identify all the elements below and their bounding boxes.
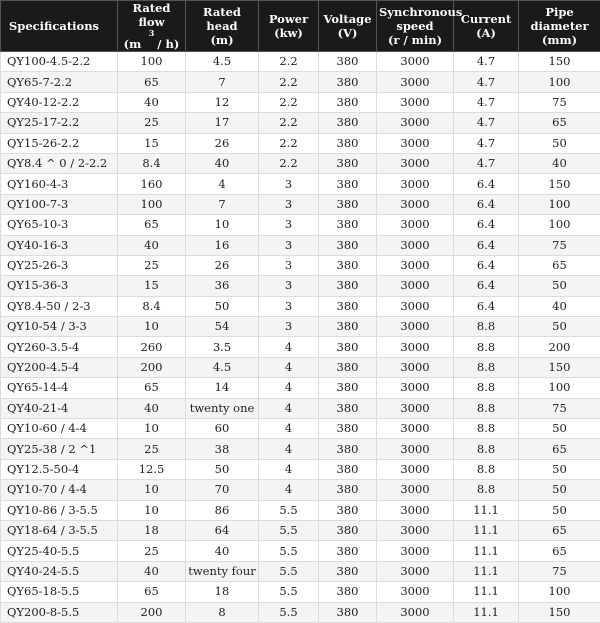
- cell-synchronous-speed: 3000: [377, 52, 454, 72]
- cell-specification: QY12.5-50-4: [1, 459, 118, 479]
- cell-pipe-diameter: 40: [519, 153, 600, 173]
- cell-voltage: 380: [319, 378, 377, 398]
- cell-current: 11.1: [454, 561, 519, 581]
- cell-power: 3: [259, 194, 319, 214]
- cell-synchronous-speed: 3000: [377, 561, 454, 581]
- table-body: [1, 52, 600, 623]
- cell-power: 5.5: [259, 520, 319, 540]
- cell-rated-head: 38: [186, 439, 259, 459]
- table-row: [1, 113, 600, 133]
- cell-voltage: 380: [319, 317, 377, 337]
- cell-pipe-diameter: 50: [519, 419, 600, 439]
- header-voltage-unit: (V): [337, 26, 358, 40]
- cell-specification: QY25-38 / 2 ^1: [1, 439, 118, 459]
- cell-rated-flow: 65: [118, 582, 186, 602]
- cell-synchronous-speed: 3000: [377, 174, 454, 194]
- cell-synchronous-speed: 3000: [377, 398, 454, 418]
- header-rated-head-label: Rated head: [203, 5, 241, 33]
- cell-power: 4: [259, 337, 319, 357]
- cell-rated-flow: 12.5: [118, 459, 186, 479]
- cell-synchronous-speed: 3000: [377, 602, 454, 622]
- cell-rated-head: 60: [186, 419, 259, 439]
- cell-rated-head: 26: [186, 133, 259, 153]
- cell-power: 4: [259, 480, 319, 500]
- cell-synchronous-speed: 3000: [377, 296, 454, 316]
- cell-pipe-diameter: 40: [519, 296, 600, 316]
- header-specifications: [1, 1, 118, 52]
- cell-power: 4: [259, 378, 319, 398]
- cell-power: 5.5: [259, 500, 319, 520]
- cell-specification: QY15-36-3: [1, 276, 118, 296]
- cell-pipe-diameter: 50: [519, 276, 600, 296]
- cell-power: 4: [259, 398, 319, 418]
- cell-rated-head: 54: [186, 317, 259, 337]
- cell-pipe-diameter: 65: [519, 255, 600, 275]
- cell-rated-head: 12: [186, 92, 259, 112]
- cell-rated-head: 50: [186, 459, 259, 479]
- cell-synchronous-speed: 3000: [377, 113, 454, 133]
- cell-power: 2.2: [259, 133, 319, 153]
- cell-current: 8.8: [454, 419, 519, 439]
- cell-specification: QY10-60 / 4-4: [1, 419, 118, 439]
- table-row: [1, 500, 600, 520]
- cell-rated-flow: 40: [118, 398, 186, 418]
- cell-power: 4: [259, 357, 319, 377]
- cell-specification: QY18-64 / 3-5.5: [1, 520, 118, 540]
- cell-current: 11.1: [454, 500, 519, 520]
- header-synchronous-speed: [377, 1, 463, 52]
- cell-rated-head: 4: [186, 174, 259, 194]
- cell-current: 8.8: [454, 317, 519, 337]
- cell-current: 4.7: [454, 52, 519, 72]
- cell-pipe-diameter: 65: [519, 113, 600, 133]
- cell-rated-flow: 40: [118, 561, 186, 581]
- cell-rated-flow: 8.4: [118, 296, 186, 316]
- cell-rated-flow: 15: [118, 133, 186, 153]
- cell-power: 2.2: [259, 72, 319, 92]
- cell-synchronous-speed: 3000: [377, 317, 454, 337]
- cell-voltage: 380: [319, 419, 377, 439]
- cell-synchronous-speed: 3000: [377, 357, 454, 377]
- cell-pipe-diameter: 200: [519, 337, 600, 357]
- cell-voltage: 380: [319, 194, 377, 214]
- header-voltage-label: Voltage: [323, 12, 372, 26]
- cell-rated-head: 18: [186, 582, 259, 602]
- cell-current: 6.4: [454, 174, 519, 194]
- cell-voltage: 380: [319, 113, 377, 133]
- table-row: [1, 194, 600, 214]
- cell-power: 3: [259, 235, 319, 255]
- cell-rated-flow: 40: [118, 92, 186, 112]
- cell-voltage: 380: [319, 602, 377, 622]
- cell-rated-flow: 40: [118, 235, 186, 255]
- table-row: [1, 296, 600, 316]
- cell-rated-head: 4.5: [186, 357, 259, 377]
- cell-rated-head: 17: [186, 113, 259, 133]
- cell-current: 6.4: [454, 255, 519, 275]
- header-power: [259, 1, 319, 52]
- cell-specification: QY65-7-2.2: [1, 72, 118, 92]
- cell-current: 8.8: [454, 480, 519, 500]
- cell-current: 6.4: [454, 276, 519, 296]
- cell-rated-flow: 15: [118, 276, 186, 296]
- cell-pipe-diameter: 100: [519, 72, 600, 92]
- cell-pipe-diameter: 150: [519, 52, 600, 72]
- header-rated-flow-label: Rated flow: [132, 1, 171, 29]
- cell-voltage: 380: [319, 439, 377, 459]
- cell-rated-head: 70: [186, 480, 259, 500]
- cell-synchronous-speed: 3000: [377, 72, 454, 92]
- cell-rated-flow: 65: [118, 72, 186, 92]
- cell-rated-head: 50: [186, 296, 259, 316]
- header-current-unit: (A): [476, 26, 496, 40]
- cell-current: 8.8: [454, 337, 519, 357]
- table-row: [1, 72, 600, 92]
- cell-pipe-diameter: 150: [519, 357, 600, 377]
- cell-pipe-diameter: 65: [519, 520, 600, 540]
- cell-synchronous-speed: 3000: [377, 153, 454, 173]
- cell-current: 8.8: [454, 459, 519, 479]
- table-row: [1, 541, 600, 561]
- cell-rated-head: 7: [186, 72, 259, 92]
- table-row: [1, 398, 600, 418]
- table-row: [1, 133, 600, 153]
- cell-rated-flow: 65: [118, 215, 186, 235]
- cell-pipe-diameter: 100: [519, 194, 600, 214]
- cell-synchronous-speed: 3000: [377, 255, 454, 275]
- cell-synchronous-speed: 3000: [377, 276, 454, 296]
- cell-current: 8.8: [454, 439, 519, 459]
- cell-synchronous-speed: 3000: [377, 194, 454, 214]
- header-rated-head: [186, 1, 259, 52]
- cell-rated-head: 16: [186, 235, 259, 255]
- cell-pipe-diameter: 65: [519, 439, 600, 459]
- cell-synchronous-speed: 3000: [377, 520, 454, 540]
- cell-power: 4: [259, 439, 319, 459]
- cell-synchronous-speed: 3000: [377, 215, 454, 235]
- header-rated-flow: [118, 1, 186, 52]
- header-rated-flow-unit: (m / h): [123, 37, 180, 51]
- cell-pipe-diameter: 75: [519, 235, 600, 255]
- cell-synchronous-speed: 3000: [377, 92, 454, 112]
- cell-specification: QY65-14-4: [1, 378, 118, 398]
- cell-current: 8.8: [454, 378, 519, 398]
- cell-pipe-diameter: 50: [519, 459, 600, 479]
- cell-voltage: 380: [319, 561, 377, 581]
- cell-voltage: 380: [319, 459, 377, 479]
- cell-specification: QY10-54 / 3-3: [1, 317, 118, 337]
- table-row: [1, 337, 600, 357]
- cell-specification: QY40-24-5.5: [1, 561, 118, 581]
- cell-rated-head: twenty one: [186, 398, 259, 418]
- header-rated-flow-sup: 3: [148, 28, 155, 38]
- cell-specification: QY25-17-2.2: [1, 113, 118, 133]
- cell-pipe-diameter: 100: [519, 378, 600, 398]
- header-row: [1, 1, 600, 52]
- cell-rated-head: 8: [186, 602, 259, 622]
- header-pipe-diameter-label: Pipe diameter: [530, 5, 589, 33]
- table-row: [1, 153, 600, 173]
- cell-voltage: 380: [319, 52, 377, 72]
- cell-specification: QY200-4.5-4: [1, 357, 118, 377]
- table-row: [1, 582, 600, 602]
- cell-rated-flow: 25: [118, 439, 186, 459]
- table-row: [1, 52, 600, 72]
- cell-rated-flow: 25: [118, 255, 186, 275]
- cell-voltage: 380: [319, 357, 377, 377]
- table-row: [1, 561, 600, 581]
- cell-rated-head: 36: [186, 276, 259, 296]
- header-current-label: Current: [460, 12, 512, 26]
- cell-voltage: 380: [319, 235, 377, 255]
- cell-synchronous-speed: 3000: [377, 582, 454, 602]
- cell-specification: QY40-16-3: [1, 235, 118, 255]
- cell-synchronous-speed: 3000: [377, 235, 454, 255]
- cell-rated-head: 64: [186, 520, 259, 540]
- cell-current: 4.7: [454, 92, 519, 112]
- cell-voltage: 380: [319, 174, 377, 194]
- cell-power: 5.5: [259, 602, 319, 622]
- cell-current: 11.1: [454, 541, 519, 561]
- cell-power: 2.2: [259, 113, 319, 133]
- cell-current: 11.1: [454, 582, 519, 602]
- table-header: [1, 1, 600, 52]
- cell-specification: QY8.4-50 / 2-3: [1, 296, 118, 316]
- cell-synchronous-speed: 3000: [377, 419, 454, 439]
- cell-synchronous-speed: 3000: [377, 133, 454, 153]
- cell-rated-head: 40: [186, 153, 259, 173]
- cell-current: 6.4: [454, 194, 519, 214]
- cell-rated-head: 10: [186, 215, 259, 235]
- header-pipe-diameter: [519, 1, 600, 52]
- cell-power: 3: [259, 174, 319, 194]
- header-power-unit: (kw): [274, 26, 303, 40]
- header-power-label: Power: [268, 12, 309, 26]
- cell-synchronous-speed: 3000: [377, 500, 454, 520]
- cell-power: 5.5: [259, 561, 319, 581]
- table-row: [1, 357, 600, 377]
- cell-rated-flow: 260: [118, 337, 186, 357]
- cell-specification: QY8.4 ^ 0 / 2-2.2: [1, 153, 118, 173]
- header-synchronous-speed-unit: (r / min): [387, 33, 443, 47]
- cell-current: 8.8: [454, 357, 519, 377]
- cell-pipe-diameter: 75: [519, 561, 600, 581]
- header-synchronous-speed-label: Synchronous speed: [379, 5, 463, 33]
- cell-voltage: 380: [319, 215, 377, 235]
- cell-rated-head: 14: [186, 378, 259, 398]
- cell-pipe-diameter: 50: [519, 500, 600, 520]
- cell-pipe-diameter: 100: [519, 215, 600, 235]
- cell-voltage: 380: [319, 500, 377, 520]
- cell-power: 3: [259, 255, 319, 275]
- cell-synchronous-speed: 3000: [377, 459, 454, 479]
- cell-current: 6.4: [454, 296, 519, 316]
- cell-power: 3: [259, 276, 319, 296]
- cell-voltage: 380: [319, 255, 377, 275]
- table-row: [1, 378, 600, 398]
- table-row: [1, 520, 600, 540]
- cell-power: 3: [259, 296, 319, 316]
- cell-current: 11.1: [454, 520, 519, 540]
- cell-specification: QY40-12-2.2: [1, 92, 118, 112]
- cell-specification: QY15-26-2.2: [1, 133, 118, 153]
- cell-power: 2.2: [259, 52, 319, 72]
- cell-rated-head: 4.5: [186, 52, 259, 72]
- cell-current: 11.1: [454, 602, 519, 622]
- cell-current: 4.7: [454, 133, 519, 153]
- cell-pipe-diameter: 65: [519, 541, 600, 561]
- cell-rated-flow: 100: [118, 194, 186, 214]
- table-row: [1, 92, 600, 112]
- cell-voltage: 380: [319, 296, 377, 316]
- table-row: [1, 317, 600, 337]
- cell-pipe-diameter: 75: [519, 92, 600, 112]
- header-voltage: [319, 1, 377, 52]
- cell-current: 4.7: [454, 153, 519, 173]
- cell-rated-head: 26: [186, 255, 259, 275]
- cell-current: 8.8: [454, 398, 519, 418]
- cell-rated-flow: 25: [118, 113, 186, 133]
- header-rated-head-unit: (m): [210, 33, 234, 47]
- cell-pipe-diameter: 50: [519, 133, 600, 153]
- cell-rated-flow: 10: [118, 419, 186, 439]
- cell-power: 5.5: [259, 582, 319, 602]
- cell-specification: QY25-40-5.5: [1, 541, 118, 561]
- header-current: [454, 1, 519, 52]
- cell-voltage: 380: [319, 276, 377, 296]
- cell-synchronous-speed: 3000: [377, 337, 454, 357]
- cell-current: 6.4: [454, 215, 519, 235]
- cell-voltage: 380: [319, 480, 377, 500]
- cell-rated-head: 7: [186, 194, 259, 214]
- cell-specification: QY160-4-3: [1, 174, 118, 194]
- cell-rated-flow: 25: [118, 541, 186, 561]
- cell-rated-head: twenty four: [186, 561, 259, 581]
- cell-specification: QY65-18-5.5: [1, 582, 118, 602]
- cell-current: 6.4: [454, 235, 519, 255]
- cell-rated-flow: 8.4: [118, 153, 186, 173]
- cell-rated-head: 3.5: [186, 337, 259, 357]
- table-row: [1, 480, 600, 500]
- table-row: [1, 255, 600, 275]
- cell-rated-flow: 10: [118, 480, 186, 500]
- cell-rated-flow: 10: [118, 500, 186, 520]
- cell-synchronous-speed: 3000: [377, 378, 454, 398]
- cell-pipe-diameter: 50: [519, 480, 600, 500]
- table-row: [1, 215, 600, 235]
- table-row: [1, 419, 600, 439]
- cell-power: 2.2: [259, 92, 319, 112]
- cell-specification: QY200-8-5.5: [1, 602, 118, 622]
- cell-rated-flow: 10: [118, 317, 186, 337]
- header-specifications-label: Specifications: [9, 19, 100, 33]
- cell-power: 5.5: [259, 541, 319, 561]
- cell-synchronous-speed: 3000: [377, 480, 454, 500]
- cell-specification: QY65-10-3: [1, 215, 118, 235]
- cell-rated-flow: 65: [118, 378, 186, 398]
- table-row: [1, 602, 600, 622]
- cell-rated-head: 40: [186, 541, 259, 561]
- cell-rated-flow: 100: [118, 52, 186, 72]
- table-row: [1, 235, 600, 255]
- cell-specification: QY10-86 / 3-5.5: [1, 500, 118, 520]
- cell-specification: QY40-21-4: [1, 398, 118, 418]
- cell-current: 4.7: [454, 72, 519, 92]
- cell-voltage: 380: [319, 398, 377, 418]
- cell-rated-flow: 200: [118, 602, 186, 622]
- cell-rated-flow: 160: [118, 174, 186, 194]
- cell-pipe-diameter: 150: [519, 174, 600, 194]
- cell-voltage: 380: [319, 520, 377, 540]
- cell-voltage: 380: [319, 153, 377, 173]
- header-pipe-diameter-unit: (mm): [541, 33, 578, 47]
- cell-pipe-diameter: 50: [519, 317, 600, 337]
- cell-rated-flow: 200: [118, 357, 186, 377]
- cell-specification: QY260-3.5-4: [1, 337, 118, 357]
- cell-voltage: 380: [319, 541, 377, 561]
- cell-pipe-diameter: 100: [519, 582, 600, 602]
- table-row: [1, 439, 600, 459]
- cell-specification: QY10-70 / 4-4: [1, 480, 118, 500]
- cell-specification: QY25-26-3: [1, 255, 118, 275]
- cell-pipe-diameter: 150: [519, 602, 600, 622]
- cell-rated-flow: 18: [118, 520, 186, 540]
- cell-voltage: 380: [319, 582, 377, 602]
- cell-voltage: 380: [319, 72, 377, 92]
- cell-voltage: 380: [319, 133, 377, 153]
- cell-specification: QY100-7-3: [1, 194, 118, 214]
- cell-voltage: 380: [319, 92, 377, 112]
- cell-voltage: 380: [319, 337, 377, 357]
- table-row: [1, 459, 600, 479]
- table-row: [1, 174, 600, 194]
- cell-power: 4: [259, 459, 319, 479]
- cell-rated-head: 86: [186, 500, 259, 520]
- cell-synchronous-speed: 3000: [377, 541, 454, 561]
- cell-specification: QY100-4.5-2.2: [1, 52, 118, 72]
- cell-power: 4: [259, 419, 319, 439]
- cell-current: 4.7: [454, 113, 519, 133]
- cell-power: 3: [259, 317, 319, 337]
- cell-synchronous-speed: 3000: [377, 439, 454, 459]
- table-row: [1, 276, 600, 296]
- cell-power: 3: [259, 215, 319, 235]
- cell-pipe-diameter: 75: [519, 398, 600, 418]
- cell-power: 2.2: [259, 153, 319, 173]
